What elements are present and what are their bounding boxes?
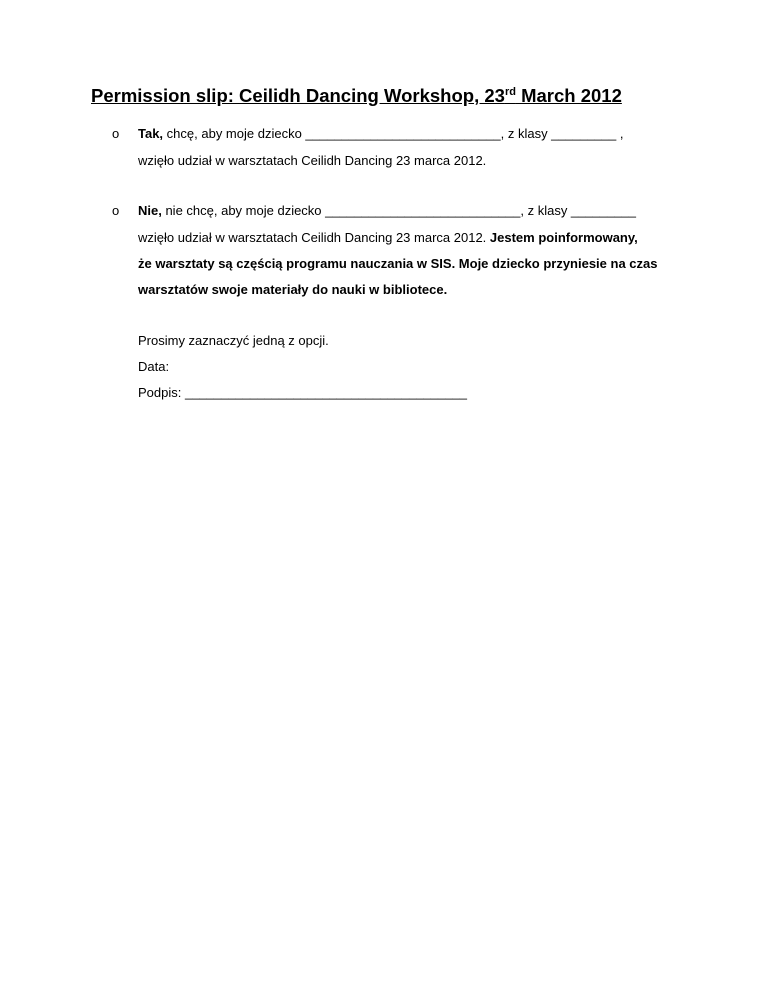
instruction-text: Prosimy zaznaczyć jedną z opcji. bbox=[138, 333, 329, 348]
title-superscript: rd bbox=[504, 86, 516, 98]
option-no-keyword: Nie, bbox=[138, 203, 162, 218]
option-yes-line-2: wzięło udział w warsztatach Ceilidh Dancing 23 marca 2012. bbox=[138, 153, 487, 168]
signature-label: Podpis: _______________________________________ bbox=[138, 385, 467, 400]
title-tail: March 2012 bbox=[515, 85, 622, 106]
option-no-line-2 bbox=[138, 228, 638, 248]
option-no-line-1 bbox=[138, 201, 636, 221]
page-title bbox=[91, 84, 622, 108]
checkbox-yes[interactable]: o bbox=[112, 126, 120, 141]
option-yes-line-1 bbox=[138, 124, 623, 144]
option-no-line-4: warsztatów swoje materiały do nauki w bibliotece. bbox=[138, 282, 448, 297]
option-no-line-2-bold: Jestem poinformowany, bbox=[489, 230, 638, 245]
option-no-line-2-text: wzięło udział w warsztatach Ceilidh Dancing 23 marca 2012. bbox=[138, 230, 490, 245]
option-no-text: nie chcę, aby moje dziecko ___________________________, z klasy _________ bbox=[161, 203, 636, 218]
date-label: Data: bbox=[138, 359, 170, 374]
option-yes-text: chcę, aby moje dziecko ___________________________, z klasy _________ , bbox=[163, 126, 624, 141]
option-yes-keyword: Tak, bbox=[138, 126, 164, 141]
title-main: Permission slip: Ceilidh Dancing Workshop, 23 bbox=[91, 85, 505, 106]
checkbox-no[interactable]: o bbox=[112, 203, 120, 218]
option-no-line-3: że warsztaty są częścią programu nauczania w SIS. Moje dziecko przyniesie na czas bbox=[138, 256, 658, 271]
